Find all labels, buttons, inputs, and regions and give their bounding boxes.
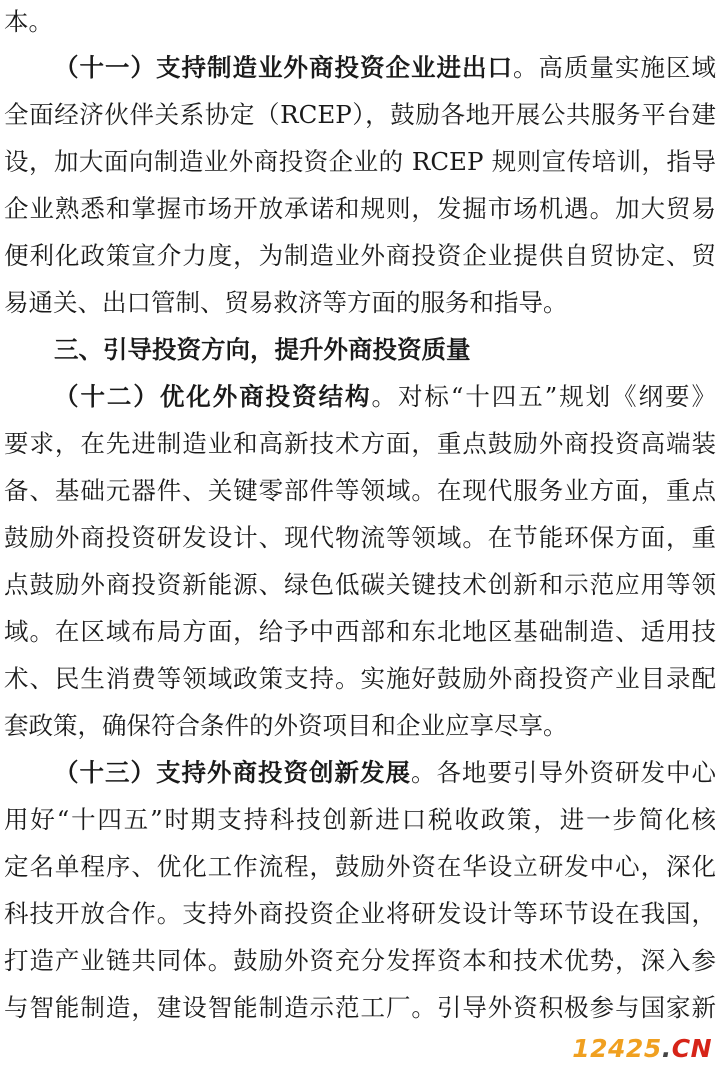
text-span: 。高质量实施区域 [513, 53, 716, 82]
text-line: 易通关、出口管制、贸易救济等方面的服务和指导。 [4, 288, 568, 317]
text-line: 点鼓励外商投资新能源、绿色低碳关键技术创新和示范应用等领 [4, 570, 716, 599]
text-line: 用好“十四五”时期支持科技创新进口税收政策，进一步简化核 [4, 805, 716, 834]
text-line: 全面经济伙伴关系协定（RCEP），鼓励各地开展公共服务平台建 [4, 100, 716, 129]
text-line: 打造产业链共同体。鼓励外资充分发挥资本和技术优势，深入参 [4, 946, 716, 975]
text-line: 科技开放合作。支持外商投资企业将研发设计等环节设在我国， [4, 899, 716, 928]
watermark-number: 12425 [572, 1034, 662, 1063]
section-heading-13: （十三）支持外商投资创新发展 [54, 758, 411, 787]
text-line: 本。 [4, 7, 53, 36]
section-heading-12: （十二）优化外商投资结构 [54, 382, 372, 411]
site-watermark-logo [572, 1034, 712, 1063]
text-line: 与智能制造，建设智能制造示范工厂。引导外资积极参与国家新 [4, 993, 716, 1022]
paragraph-start-line [54, 377, 716, 417]
paragraph-start-line [54, 48, 716, 88]
chapter-heading: 三、引导投资方向，提升外商投资质量 [54, 335, 471, 364]
text-line: 设，加大面向制造业外商投资企业的 RCEP 规则宣传培训，指导 [4, 147, 716, 176]
text-line: 备、基础元器件、关键零部件等领域。在现代服务业方面，重点 [4, 476, 716, 505]
section-heading-11: （十一）支持制造业外商投资企业进出口 [54, 53, 513, 82]
text-line: 术、民生消费等领域政策支持。实施好鼓励外商投资产业目录配 [4, 664, 716, 693]
text-line: 企业熟悉和掌握市场开放承诺和规则，发掘市场机遇。加大贸易 [4, 194, 716, 223]
text-line: 鼓励外商投资研发设计、现代物流等领域。在节能环保方面，重 [4, 523, 716, 552]
paragraph-start-line [54, 753, 716, 793]
text-line: 域。在区域布局方面，给予中西部和东北地区基础制造、适用技 [4, 617, 716, 646]
text-span: 。对标“十四五”规划《纲要》 [371, 382, 716, 411]
text-line: 要求，在先进制造业和高新技术方面，重点鼓励外商投资高端装 [4, 429, 716, 458]
watermark-dot: . [661, 1034, 672, 1063]
text-span: 。各地要引导外资研发中心 [411, 758, 716, 787]
text-line: 定名单程序、优化工作流程，鼓励外资在华设立研发中心，深化 [4, 852, 716, 881]
text-line: 套政策，确保符合条件的外资项目和企业应享尽享。 [4, 711, 568, 740]
watermark-cn: CN [671, 1034, 712, 1063]
text-line: 便利化政策宣介力度，为制造业外商投资企业提供自贸协定、贸 [4, 241, 716, 270]
